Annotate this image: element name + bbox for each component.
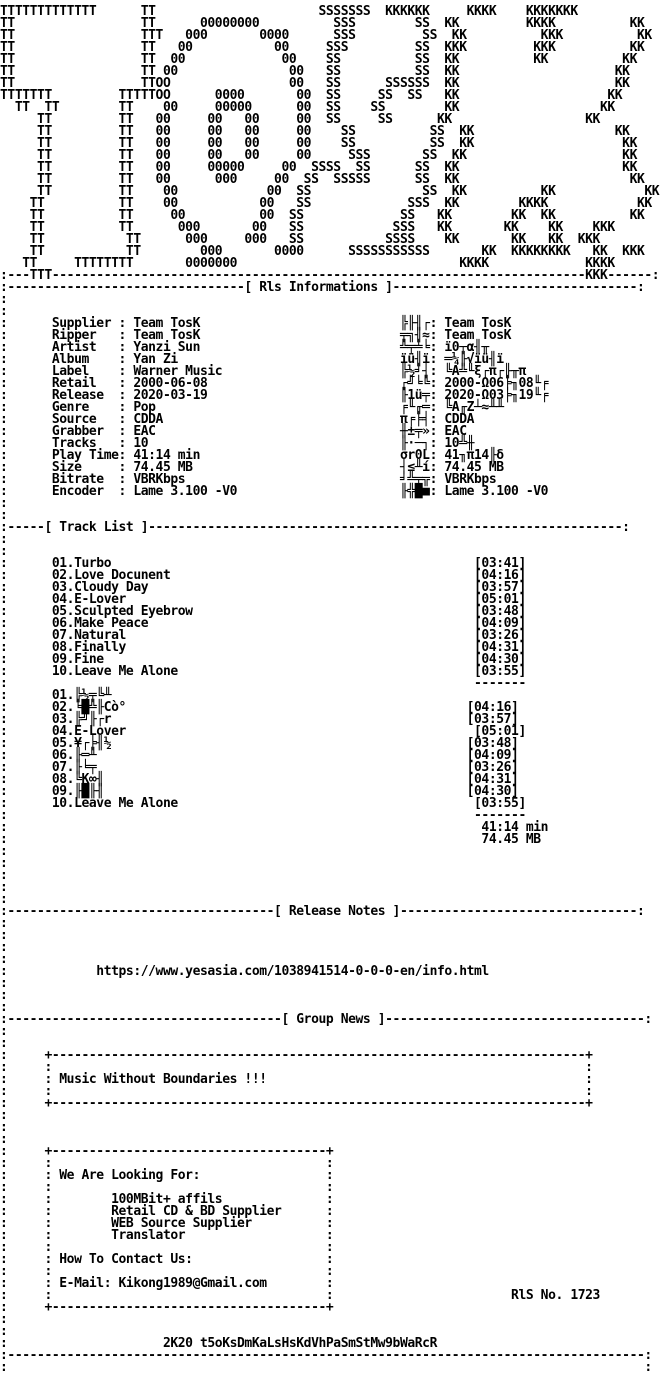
nfo-line: : : bbox=[0, 1360, 652, 1375]
nfo-line: : bbox=[0, 880, 8, 895]
nfo-line: TTTTTTT TTTTTOO 0000 00 SS SS SS KK KK bbox=[0, 88, 623, 103]
nfo-line: : : Translator : bbox=[0, 1228, 334, 1243]
nfo-line: : : Retail CD & BD Supplier : bbox=[0, 1204, 334, 1219]
nfo-line: : 41:14 min bbox=[0, 820, 549, 835]
nfo-line: TT TT 00 00 00 00 SSS SS KK KK bbox=[0, 148, 637, 163]
nfo-line: TT TT 000 000 SS SSSS KK KK KK KKK bbox=[0, 232, 600, 247]
nfo-line: : bbox=[0, 844, 8, 859]
nfo-line: : 05.Sculpted Eyebrow [03:48] bbox=[0, 604, 526, 619]
nfo-line: TT TT 00 00 00 00 SS SS KK KK bbox=[0, 136, 637, 151]
nfo-line: : 10.Leave Me Alone [03:55] bbox=[0, 664, 526, 679]
nfo-line: : : : bbox=[0, 1156, 334, 1171]
nfo-line: : 07.╟╘╤ [03:26] bbox=[0, 760, 519, 775]
nfo-line: : +-------------------------------------+ bbox=[0, 1300, 334, 1315]
nfo-line: : : : bbox=[0, 1264, 334, 1279]
nfo-line: TT TT TT 00 00000 00 SS SS KK KK bbox=[0, 100, 615, 115]
nfo-line: : 03.Cloudy Day [03:57] bbox=[0, 580, 526, 595]
nfo-line: : bbox=[0, 940, 8, 955]
nfo-line: : bbox=[0, 976, 8, 991]
nfo-line: : Artist : Yanzi Sun ╩╤╧╘: ï0┬α╢╥ bbox=[0, 340, 489, 355]
nfo-line: : bbox=[0, 304, 8, 319]
nfo-line: : Retail : 2000-06-08 ┌╝╘╚: 2000-Ω06╞╖08╙╒ bbox=[0, 376, 549, 391]
nfo-line: : 74.45 MB bbox=[0, 832, 541, 847]
nfo-line: : 01.Turbo [03:41] bbox=[0, 556, 526, 571]
nfo-line: : bbox=[0, 868, 8, 883]
nfo-line: TT TTT 000 0000 SSS SS KK KKK KK bbox=[0, 28, 652, 43]
nfo-line: : bbox=[0, 928, 8, 943]
nfo-line: : bbox=[0, 916, 8, 931]
nfo-line: TT TT 000 00 SS SSS KK KK KK KKK bbox=[0, 220, 615, 235]
nfo-line: : bbox=[0, 1324, 8, 1339]
nfo-line: : 2K20 t5oKsDmKaLsHsKdVhPaSmStMw9bWaRcR bbox=[0, 1336, 437, 1351]
nfo-line: : 01.╠½╤╚╨ bbox=[0, 688, 112, 703]
nfo-line: : bbox=[0, 496, 8, 511]
nfo-line: : bbox=[0, 1036, 8, 1051]
nfo-line: : bbox=[0, 1120, 8, 1135]
nfo-line: : bbox=[0, 508, 8, 523]
nfo-line: : bbox=[0, 532, 8, 547]
nfo-line: : Genre : Pop ╒╙╓═: ╚A╓Z┴≈╨╨ bbox=[0, 400, 504, 415]
nfo-line: : bbox=[0, 1312, 8, 1327]
nfo-line: : 08.Finally [04:31] bbox=[0, 640, 526, 655]
nfo-line: : bbox=[0, 1132, 8, 1147]
nfo-line: TT TT 00 000 00 SS SSSSS SS KK KK bbox=[0, 172, 645, 187]
nfo-line: : Supplier : Team TosK ╠╟╢┌: Team TosK bbox=[0, 316, 512, 331]
nfo-line: : bbox=[0, 544, 8, 559]
nfo-line: : 06.Make Peace [04:09] bbox=[0, 616, 526, 631]
nfo-line: : ------- bbox=[0, 676, 526, 691]
nfo-line: : 06.╟═╨ [04:09] bbox=[0, 748, 519, 763]
nfo-line: : 02.╘█╩╟Cò° [04:16] bbox=[0, 700, 519, 715]
nfo-line: TT TT 00000000 SSS SS KK KKKK KK bbox=[0, 16, 645, 31]
nfo-line: TT TTOO 00 SS SSSSSS KK KK bbox=[0, 76, 630, 91]
nfo-line: : 09.Fine [04:30] bbox=[0, 652, 526, 667]
nfo-line: : 02.Love Docunent [04:16] bbox=[0, 568, 526, 583]
nfo-line: : Play Time: 41:14 min σr0L: 41╖π14╟δ bbox=[0, 448, 504, 463]
nfo-text bbox=[0, 4, 672, 1375]
nfo-line: : : : RlS No. 1723 bbox=[0, 1288, 600, 1303]
nfo-line: : 09.╟█╟╢ [04:30] bbox=[0, 784, 519, 799]
nfo-line: : Source : CDDA π╒╞╡: CDDA bbox=[0, 412, 475, 427]
nfo-line: TT TT 00 00 SS SS KK KK KK bbox=[0, 52, 637, 67]
nfo-line: : bbox=[0, 1000, 8, 1015]
nfo-line: : bbox=[0, 952, 8, 967]
nfo-line: TT TT 00 00 SS SSS KK KKKK KK bbox=[0, 196, 652, 211]
nfo-line: : 05.¥┌╞╢½ [03:48] bbox=[0, 736, 519, 751]
nfo-line: : +-------------------------------------+ bbox=[0, 1144, 334, 1159]
nfo-line: TT TT 00 00 SSS SS KKK KKK KK bbox=[0, 40, 645, 55]
nfo-line: : : E-Mail: Kikong1989@Gmail.com : bbox=[0, 1276, 334, 1291]
nfo-line: : : How To Contact Us: : bbox=[0, 1252, 334, 1267]
nfo-line: : Bitrate : VBRKbps ╛╩╤╦: VBRKbps bbox=[0, 472, 497, 487]
nfo-line: TT TT 000 0000 SSSSSSSSSSS KK KKKKKKKK KK KKK bbox=[0, 244, 645, 259]
nfo-line: : bbox=[0, 292, 8, 307]
nfo-line: TT TT 00 00000 00 SSSS SS SS KK KK bbox=[0, 160, 637, 175]
nfo-line: : bbox=[0, 1024, 8, 1039]
nfo-line: :--------------------------------[ Rls Informations ]---------------------------------: bbox=[0, 280, 645, 295]
nfo-line: : Release : 2020-03-19 ╟1ü╤: 2020-Ω03╞╖19╙╒ bbox=[0, 388, 549, 403]
nfo-line: : : Music Without Boundaries !!! : bbox=[0, 1072, 593, 1087]
nfo-line: : 03.╠╝╟┌r [03:57] bbox=[0, 712, 519, 727]
nfo-line: : Encoder : Lame 3.100 -V0 ╟╬█■: Lame 3.100 -V0 bbox=[0, 484, 549, 499]
nfo-line: : Grabber : EAC ╫±╤»: EAC bbox=[0, 424, 467, 439]
nfo-line: : 04.E-Lover [05:01] bbox=[0, 724, 526, 739]
nfo-line: : 04.E-Lover [05:01] bbox=[0, 592, 526, 607]
nfo-line: TT TT 00 00 00 00 SS SS KK KK bbox=[0, 124, 630, 139]
nfo-line: : : : bbox=[0, 1180, 334, 1195]
nfo-line: TT TTTTTTTT 0000000 KKKK KKKK bbox=[0, 256, 615, 271]
nfo-line: : ------- bbox=[0, 808, 526, 823]
nfo-line: TTTTTTTTTTTTT TT SSSSSSS KKKKKK KKKK KKKKKKK bbox=[0, 4, 578, 19]
nfo-line: : 07.Natural [03:26] bbox=[0, 628, 526, 643]
nfo-line: : https://www.yesasia.com/1038941514-0-0-0-en/info.html bbox=[0, 964, 489, 979]
nfo-line: : Album : Yan Zi ïü╢ï: ═¼╟√ïü╢ï bbox=[0, 352, 504, 367]
nfo-line: : : WEB Source Supplier : bbox=[0, 1216, 334, 1231]
nfo-line: : +------------------------------------------------------------------------+ bbox=[0, 1096, 593, 1111]
nfo-line: :--------------------------------------------------------------------------------------: bbox=[0, 1348, 652, 1363]
nfo-line: : bbox=[0, 892, 8, 907]
nfo-line: :-------------------------------------[ Group News ]-----------------------------------: bbox=[0, 1012, 652, 1027]
nfo-line: :-----[ Track List ]----------------------------------------------------------------: bbox=[0, 520, 630, 535]
nfo-line: : Label : Warner Music ╠½╛┤: ╚A╩╙ξ┌π┌╟╥π bbox=[0, 364, 526, 379]
nfo-line: TT TT 00 00 SS SS KK KK KK KK bbox=[0, 208, 645, 223]
nfo-line: TT TT 00 00 SS SS KK KK bbox=[0, 64, 630, 79]
nfo-line: : bbox=[0, 1108, 8, 1123]
nfo-line: : 10.Leave Me Alone [03:55] bbox=[0, 796, 526, 811]
nfo-line: : : We Are Looking For: : bbox=[0, 1168, 334, 1183]
nfo-line: : Tracks : 10 ╟·─┐: 10╩╫ bbox=[0, 436, 475, 451]
nfo-line: TT TT 00 00 00 00 SS SS KK KK bbox=[0, 112, 600, 127]
nfo-line: : Ripper : Team TosK ╤╗╢≈: Team TosK bbox=[0, 328, 512, 343]
nfo-line: : : : bbox=[0, 1060, 593, 1075]
nfo-line: : bbox=[0, 988, 8, 1003]
nfo-line: TT TT 00 00 SS SS KK KK KK bbox=[0, 184, 660, 199]
nfo-line: : 08.╚K∞╢ [04:31] bbox=[0, 772, 519, 787]
nfo-line: : +------------------------------------------------------------------------+ bbox=[0, 1048, 593, 1063]
nfo-line: : Size : 74.45 MB ┤≤╨í: 74.45 MB bbox=[0, 460, 504, 475]
nfo-line: : : 100MBit+ affils : bbox=[0, 1192, 334, 1207]
nfo-line: : : : bbox=[0, 1240, 334, 1255]
nfo-line: :------------------------------------[ Release Notes ]--------------------------------: bbox=[0, 904, 645, 919]
nfo-line: : : : bbox=[0, 1084, 593, 1099]
nfo-line: : bbox=[0, 856, 8, 871]
nfo-line: :---TTT------------------------------------------------------------------------KKK------: bbox=[0, 268, 660, 283]
